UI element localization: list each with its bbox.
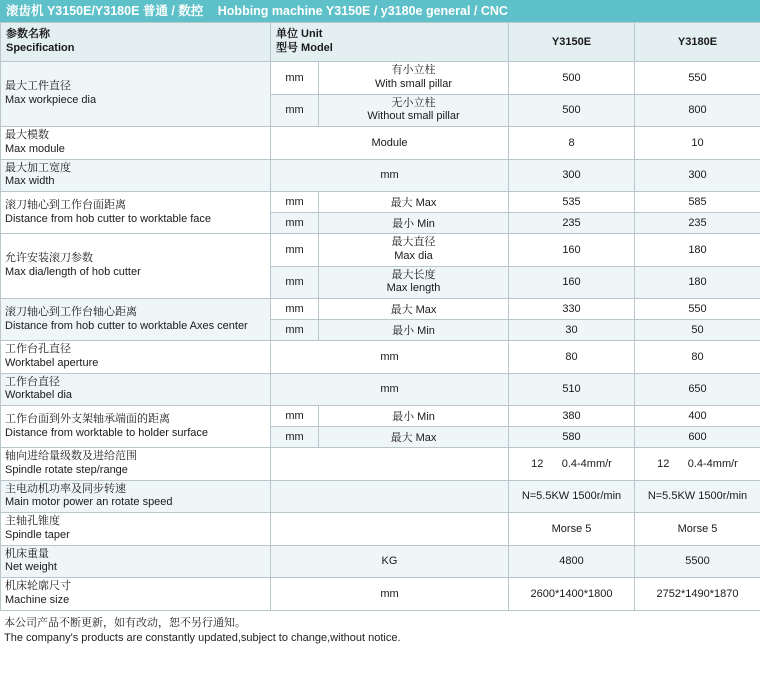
value-model-b: 12 0.4-4mm/r bbox=[635, 448, 760, 481]
condition-cell: 最小 Min bbox=[319, 320, 509, 341]
condition-cell: 最小 Min bbox=[319, 406, 509, 427]
unit-cell bbox=[271, 480, 509, 513]
value-model-b: N=5.5KW 1500r/min bbox=[635, 480, 760, 513]
row-label-main-motor-power-speed: 主电动机功率及同步转速 Main motor power an rotate speed bbox=[1, 480, 271, 513]
unit-cell: mm bbox=[271, 234, 319, 267]
value-model-b: 10 bbox=[635, 127, 760, 160]
table-row bbox=[1, 192, 760, 213]
condition-cell: 最大长度 Max length bbox=[319, 266, 509, 299]
value-model-b: 180 bbox=[635, 234, 760, 267]
row-label-max-workpiece-dia: 最大工件直径 Max workpiece dia bbox=[1, 62, 271, 127]
value-model-a: 500 bbox=[509, 62, 635, 95]
value-model-a: 160 bbox=[509, 234, 635, 267]
unit-cell: Module bbox=[271, 127, 509, 160]
header-parameter-en: Specification bbox=[6, 42, 75, 54]
value-model-b: 550 bbox=[635, 299, 760, 320]
header-model-en: 型号 Model bbox=[276, 42, 333, 54]
condition-cell: 有小立柱 With small pillar bbox=[319, 62, 509, 95]
value-model-b: Morse 5 bbox=[635, 513, 760, 546]
value-model-a: 2600*1400*1800 bbox=[509, 578, 635, 611]
condition-cell: 最大 Max bbox=[319, 427, 509, 448]
row-label-worktable-aperture: 工作台孔直径 Worktabel aperture bbox=[1, 341, 271, 374]
unit-cell: mm bbox=[271, 341, 509, 374]
value-model-b: 600 bbox=[635, 427, 760, 448]
unit-cell: mm bbox=[271, 578, 509, 611]
table-row bbox=[1, 127, 760, 160]
table-row bbox=[1, 406, 760, 427]
value-model-b: 235 bbox=[635, 213, 760, 234]
table-row bbox=[1, 545, 760, 578]
value-model-b: 80 bbox=[635, 341, 760, 374]
value-model-b: 5500 bbox=[635, 545, 760, 578]
condition-cell: 最小 Min bbox=[319, 213, 509, 234]
page-title bbox=[0, 0, 760, 22]
unit-cell: mm bbox=[271, 406, 319, 427]
table-row bbox=[1, 448, 760, 481]
row-label-net-weight: 机床重量 Net weight bbox=[1, 545, 271, 578]
table-row bbox=[1, 578, 760, 611]
table-row bbox=[1, 480, 760, 513]
value-model-b: 650 bbox=[635, 373, 760, 406]
unit-cell: mm bbox=[271, 427, 319, 448]
value-model-b: 400 bbox=[635, 406, 760, 427]
unit-cell: mm bbox=[271, 299, 319, 320]
value-model-a: 500 bbox=[509, 94, 635, 127]
row-label-hob-cutter-dia-length: 允许安装滚刀参数 Max dia/length of hob cutter bbox=[1, 234, 271, 299]
footer-notice-cn: 本公司产品不断更新，如有改动，恕不另行通知。 bbox=[4, 616, 246, 629]
value-model-b: 300 bbox=[635, 159, 760, 192]
header-cell-model-b: Y3180E bbox=[635, 23, 760, 62]
value-model-a: 510 bbox=[509, 373, 635, 406]
unit-cell: mm bbox=[271, 320, 319, 341]
table-row bbox=[1, 234, 760, 267]
unit-cell: mm bbox=[271, 62, 319, 95]
condition-cell: 最大 Max bbox=[319, 192, 509, 213]
value-model-b: 180 bbox=[635, 266, 760, 299]
row-label-spindle-taper: 主轴孔锥度 Spindle taper bbox=[1, 513, 271, 546]
condition-cell: 最大直径 Max dia bbox=[319, 234, 509, 267]
unit-cell: KG bbox=[271, 545, 509, 578]
unit-cell: mm bbox=[271, 192, 319, 213]
value-model-b: 550 bbox=[635, 62, 760, 95]
unit-cell: mm bbox=[271, 373, 509, 406]
header-parameter-cn: 参数名称 bbox=[6, 28, 50, 41]
condition-cell: 最大 Max bbox=[319, 299, 509, 320]
value-model-a: 330 bbox=[509, 299, 635, 320]
specification-table bbox=[0, 22, 760, 611]
row-label-distance-hob-to-worktable-axes-center: 滚刀轴心到工作台轴心距离 Distance from hob cutter to worktable Axes center bbox=[1, 299, 271, 341]
header-cell-model-a: Y3150E bbox=[509, 23, 635, 62]
row-label-worktable-dia: 工作台直径 Worktabel dia bbox=[1, 373, 271, 406]
footer-notice bbox=[0, 611, 760, 648]
header-unit-cn: 单位 Unit bbox=[276, 28, 323, 41]
value-model-a: 580 bbox=[509, 427, 635, 448]
table-row bbox=[1, 373, 760, 406]
page-title-separator bbox=[207, 4, 214, 18]
header-cell-unit-model bbox=[271, 23, 509, 62]
value-model-a: 300 bbox=[509, 159, 635, 192]
value-model-a: 4800 bbox=[509, 545, 635, 578]
value-model-a: 160 bbox=[509, 266, 635, 299]
unit-cell bbox=[271, 513, 509, 546]
condition-cell: 无小立柱 Without small pillar bbox=[319, 94, 509, 127]
unit-cell: mm bbox=[271, 266, 319, 299]
table-header-row bbox=[1, 23, 760, 62]
unit-cell: mm bbox=[271, 213, 319, 234]
header-cell-parameter bbox=[1, 23, 271, 62]
table-row bbox=[1, 299, 760, 320]
table-row bbox=[1, 513, 760, 546]
footer-notice-en: The company's products are constantly updated,subject to change,without notice. bbox=[4, 632, 401, 645]
value-model-a: 80 bbox=[509, 341, 635, 374]
table-row bbox=[1, 341, 760, 374]
value-model-b: 800 bbox=[635, 94, 760, 127]
table-row bbox=[1, 159, 760, 192]
value-model-b: 2752*1490*1870 bbox=[635, 578, 760, 611]
row-label-spindle-rotate-step-range: 轴向进给量级数及进给范围 Spindle rotate step/range bbox=[1, 448, 271, 481]
page-title-en: Hobbing machine Y3150E / y3180e general / CNC bbox=[217, 4, 508, 18]
value-model-a: N=5.5KW 1500r/min bbox=[509, 480, 635, 513]
row-label-max-width: 最大加工宽度 Max width bbox=[1, 159, 271, 192]
unit-cell bbox=[271, 448, 509, 481]
row-label-max-module: 最大模数 Max module bbox=[1, 127, 271, 160]
value-model-a: 12 0.4-4mm/r bbox=[509, 448, 635, 481]
row-label-machine-size: 机床轮廓尺寸 Machine size bbox=[1, 578, 271, 611]
value-model-a: 30 bbox=[509, 320, 635, 341]
unit-cell: mm bbox=[271, 159, 509, 192]
value-model-b: 50 bbox=[635, 320, 760, 341]
page-title-cn: 滚齿机 Y3150E/Y3180E 普通 / 数控 bbox=[6, 4, 204, 18]
table-row bbox=[1, 62, 760, 95]
value-model-a: 235 bbox=[509, 213, 635, 234]
row-label-distance-hob-to-worktable-face: 滚刀轴心到工作台面距离 Distance from hob cutter to worktable face bbox=[1, 192, 271, 234]
value-model-b: 585 bbox=[635, 192, 760, 213]
row-label-worktable-to-holder-surface: 工作台面到外支架轴承端面的距离 Distance from worktable to holder surface bbox=[1, 406, 271, 448]
unit-cell: mm bbox=[271, 94, 319, 127]
value-model-a: Morse 5 bbox=[509, 513, 635, 546]
value-model-a: 535 bbox=[509, 192, 635, 213]
value-model-a: 380 bbox=[509, 406, 635, 427]
value-model-a: 8 bbox=[509, 127, 635, 160]
